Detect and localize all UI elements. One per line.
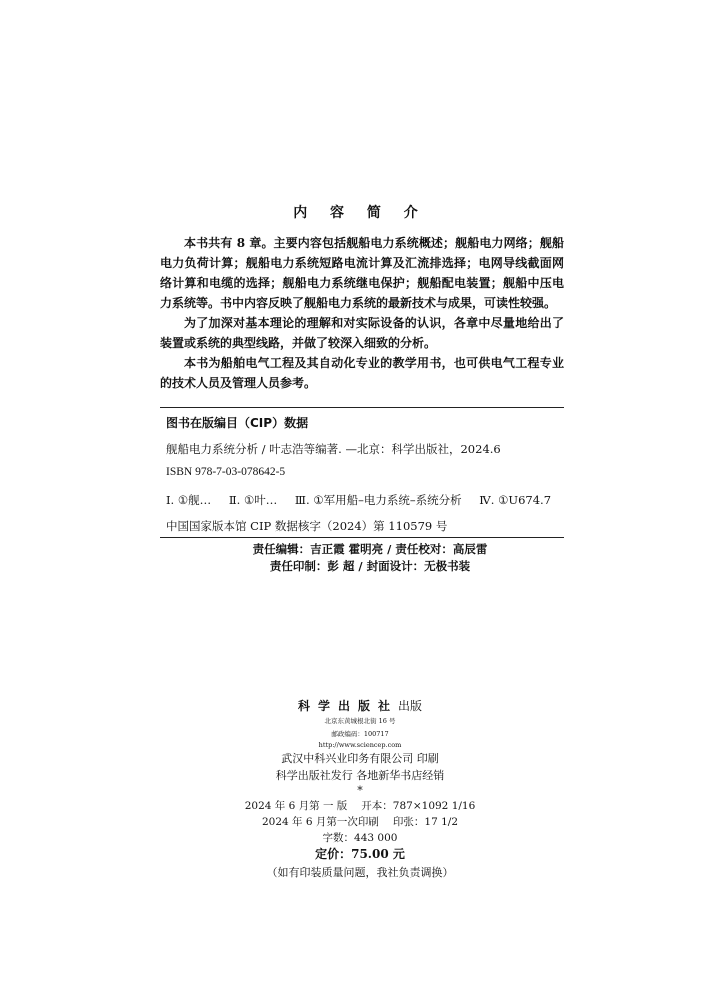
format-text: 开本：787×1092 1/16 [361, 800, 476, 812]
publisher-line [0, 697, 720, 714]
sheets-text: 印张：17 1/2 [392, 816, 459, 828]
cip-class-item: Ⅱ. ①叶… [228, 493, 278, 507]
cip-title: 图书在版编目（CIP）数据 [166, 416, 309, 430]
credits-editors: 责任编辑：吉正霞 霍明亮 / 责任校对：高辰雷 [252, 542, 488, 556]
price: 定价：75.00 元 [315, 847, 405, 861]
cip-classification [166, 492, 565, 508]
quality-notice: （如有印装质量问题，我社负责调换） [266, 866, 454, 879]
word-count: 字数：443 000 [322, 832, 398, 844]
separator-star: * [357, 784, 363, 797]
publisher-address: 北京东黄城根北街 16 号 [324, 717, 396, 725]
summary-paragraph: 本书为船舶电气工程及其自动化专业的教学用书，也可供电气工程专业的技术人员及管理人员参考。 [160, 356, 564, 390]
printing-text: 2024 年 6 月第一次印刷 [261, 816, 379, 828]
edition-line [0, 798, 720, 813]
publisher-url: http://www.sciencep.com [318, 741, 402, 749]
cip-isbn: ISBN 978-7-03-078642-5 [166, 466, 286, 478]
cip-description: 舰船电力系统分析 / 叶志浩等编著. —北京：科学出版社，2024.6 [166, 442, 501, 456]
publisher-postcode: 邮政编码：100717 [331, 730, 389, 738]
publisher-suffix: 出版 [398, 699, 423, 713]
cip-class-item: Ⅳ. ①U674.7 [479, 493, 552, 507]
credits-production: 责任印制：彭 超 / 封面设计：无极书装 [269, 559, 471, 573]
summary-paragraph: 本书共有 8 章。主要内容包括舰船电力系统概述；舰船电力网络；舰船电力负荷计算；舰船电力系统短路电流计算及汇流排选择；电网导线截面网络计算和电缆的选择；舰船电力系统继电保护；舰船配电装置；舰船中压电力系统等。书中内容反映了舰船电力系统的最新技术与成果，可读性较强。 [160, 236, 564, 310]
summary-paragraph: 为了加深对基本理论的理解和对实际设备的认识，各章中尽量地给出了装置或系统的典型线路，并做了较深入细致的分析。 [160, 316, 564, 350]
cip-record-number: 中国国家版本馆 CIP 数据核字（2024）第 110579 号 [166, 519, 448, 533]
edition-text: 2024 年 6 月第 一 版 [244, 800, 348, 812]
cip-class-item: Ⅰ. ①舰… [166, 493, 212, 507]
summary-title: 内 容 简 介 [293, 205, 427, 221]
cip-data-block [160, 407, 564, 538]
printing-line [0, 814, 720, 829]
printer-line: 武汉中科兴业印务有限公司 印刷 [281, 752, 439, 765]
publisher-name: 科学出版社 [297, 699, 398, 713]
summary-body [160, 233, 564, 393]
cip-class-item: Ⅲ. ①军用船–电力系统–系统分析 [294, 493, 462, 507]
distributor-line: 科学出版社发行 各地新华书店经销 [275, 769, 445, 782]
